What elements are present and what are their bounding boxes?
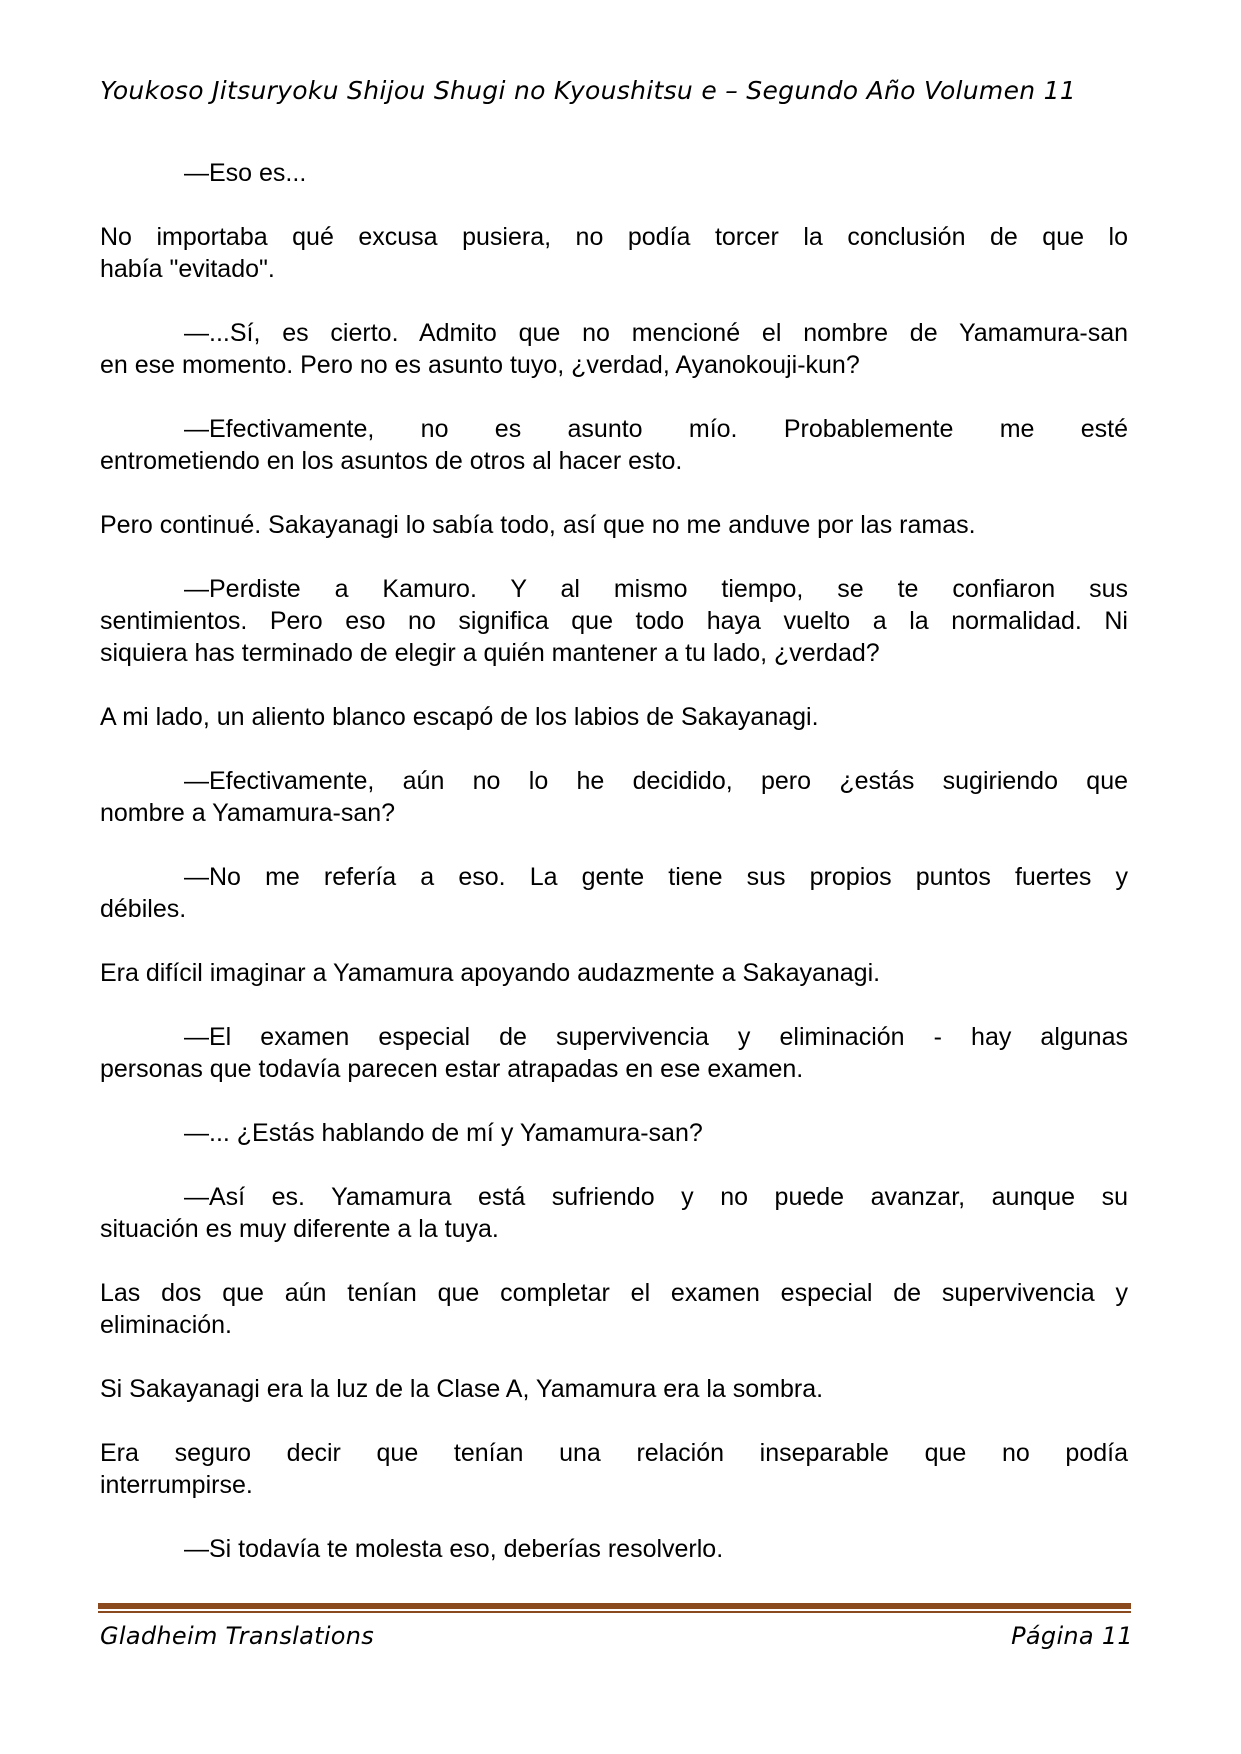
paragraph — [100, 1021, 1128, 1085]
paragraph — [100, 1117, 1128, 1149]
page-header — [100, 76, 1133, 105]
paragraph — [100, 957, 1128, 989]
text-line: personas que todavía parecen estar atrapadas en ese examen. — [100, 1055, 804, 1083]
text-line: sentimientos. Pero eso no significa que todo haya vuelto a la normalidad. Ni — [100, 607, 1128, 635]
header-title: Youkoso Jitsuryoku Shijou Shugi no Kyoushitsu e – Segundo Año Volumen 11 — [100, 76, 1077, 105]
text-line: Si Sakayanagi era la luz de la Clase A, Yamamura era la sombra. — [100, 1375, 824, 1403]
text-line: Las dos que aún tenían que completar el examen especial de supervivencia y — [100, 1279, 1128, 1307]
paragraph — [100, 861, 1128, 925]
text-line: —El examen especial de supervivencia y eliminación - hay algunas — [184, 1023, 1128, 1051]
paragraph — [100, 509, 1128, 541]
paragraph — [100, 221, 1128, 285]
paragraph — [100, 1373, 1128, 1405]
text-line: —... ¿Estás hablando de mí y Yamamura-san? — [184, 1119, 703, 1147]
text-line: eliminación. — [100, 1311, 233, 1339]
paragraph — [100, 701, 1128, 733]
text-line: —No me refería a eso. La gente tiene sus propios puntos fuertes y — [184, 863, 1128, 891]
text-line: —Efectivamente, aún no lo he decidido, pero ¿estás sugiriendo que — [184, 767, 1128, 795]
text-line: interrumpirse. — [100, 1471, 253, 1499]
text-line: había "evitado". — [100, 255, 275, 283]
text-line: A mi lado, un aliento blanco escapó de los labios de Sakayanagi. — [100, 703, 819, 731]
paragraph — [100, 573, 1128, 669]
text-line: —Si todavía te molesta eso, deberías resolverlo. — [184, 1535, 724, 1563]
text-line: Era difícil imaginar a Yamamura apoyando audazmente a Sakayanagi. — [100, 959, 881, 987]
paragraph — [100, 413, 1128, 477]
text-line: Era seguro decir que tenían una relación inseparable que no podía — [100, 1439, 1128, 1467]
footer-rule — [98, 1603, 1131, 1613]
paragraph — [100, 1277, 1128, 1341]
text-line: entrometiendo en los asuntos de otros al hacer esto. — [100, 447, 683, 475]
text-line: —...Sí, es cierto. Admito que no mencioné el nombre de Yamamura-san — [184, 319, 1128, 347]
paragraph — [100, 317, 1128, 381]
paragraph — [100, 1437, 1128, 1501]
text-line: situación es muy diferente a la tuya. — [100, 1215, 499, 1243]
text-line: —Efectivamente, no es asunto mío. Probablemente me esté — [184, 415, 1128, 443]
text-line: Pero continué. Sakayanagi lo sabía todo, así que no me anduve por las ramas. — [100, 511, 976, 539]
footer-translator: Gladheim Translations — [100, 1622, 375, 1650]
text-line: siquiera has terminado de elegir a quién mantener a tu lado, ¿verdad? — [100, 639, 880, 667]
page-footer — [100, 1622, 1133, 1650]
text-line: —Eso es... — [184, 159, 307, 187]
text-line: nombre a Yamamura-san? — [100, 799, 396, 827]
text-line: débiles. — [100, 895, 187, 923]
text-line: —Perdiste a Kamuro. Y al mismo tiempo, se te confiaron sus — [184, 575, 1128, 603]
paragraph — [100, 1181, 1128, 1245]
footer-page-number: Página 11 — [1011, 1622, 1133, 1650]
body-text — [100, 157, 1128, 1597]
paragraph — [100, 157, 1128, 189]
text-line: en ese momento. Pero no es asunto tuyo, ¿verdad, Ayanokouji-kun? — [100, 351, 860, 379]
paragraph — [100, 1533, 1128, 1565]
text-line: No importaba qué excusa pusiera, no podía torcer la conclusión de que lo — [100, 223, 1128, 251]
text-line: —Así es. Yamamura está sufriendo y no puede avanzar, aunque su — [184, 1183, 1128, 1211]
paragraph — [100, 765, 1128, 829]
